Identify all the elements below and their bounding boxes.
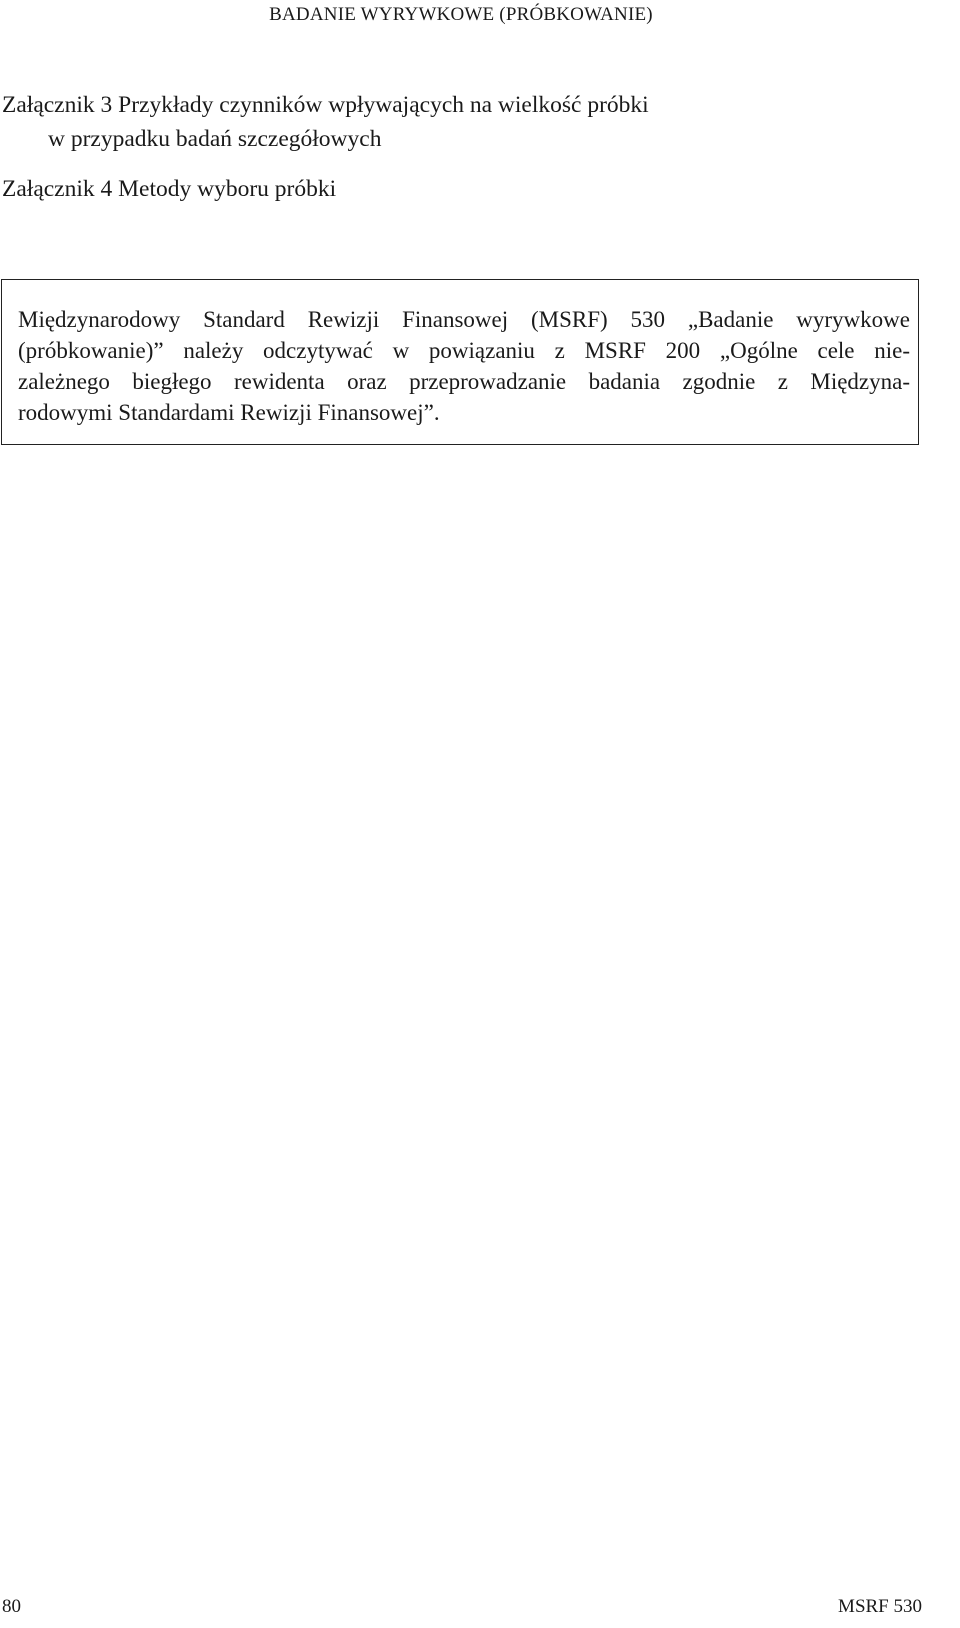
- standard-notice-text: [18, 304, 910, 428]
- contents-entry-appendix-3: [2, 88, 902, 156]
- notice-line: rodowymi Standardami Rewizji Finansowej”.: [18, 400, 440, 425]
- contents-entry-title: Załącznik 4 Metody wyboru próbki: [2, 176, 337, 202]
- contents-entry-title-continued: w przypadku badań szczegółowych: [48, 126, 382, 152]
- notice-line: (próbkowanie)” należy odczytywać w powiązaniu z MSRF 200 „Ogólne cele nie-: [18, 338, 910, 363]
- running-header: BADANIE WYRYWKOWE (PRÓBKOWANIE): [269, 4, 653, 25]
- footer-standard-label: MSRF 530: [838, 1596, 922, 1617]
- standard-notice-box: [1, 279, 919, 445]
- contents-list: [2, 88, 902, 206]
- page-number: 80: [2, 1596, 21, 1617]
- notice-line: zależnego biegłego rewidenta oraz przeprowadzanie badania zgodnie z Międzyna-: [18, 369, 910, 394]
- contents-entry-title: Załącznik 3 Przykłady czynników wpływających na wielkość próbki: [2, 92, 649, 118]
- notice-line: Międzynarodowy Standard Rewizji Finansowej (MSRF) 530 „Badanie wyrywkowe: [18, 307, 910, 332]
- contents-entry-appendix-4: [2, 172, 902, 206]
